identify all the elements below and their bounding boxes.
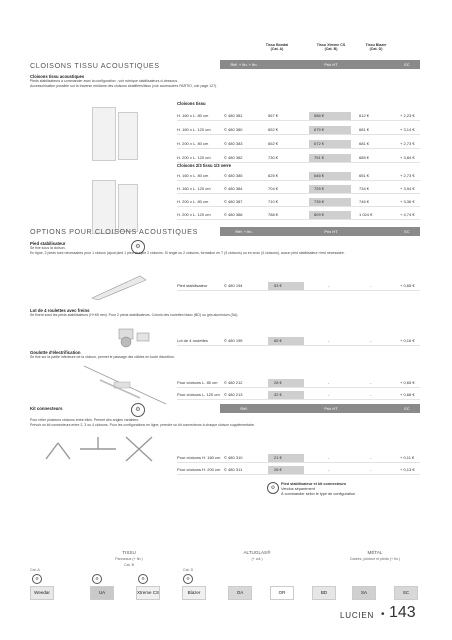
ecotax: + 4,74 € (400, 212, 415, 217)
reference-code: © 480 382 (224, 155, 243, 160)
color-swatch: Weedar (30, 586, 54, 600)
price-row (0, 185, 452, 193)
option-label: Pied stabilisateur (177, 283, 208, 288)
price-row (0, 198, 452, 206)
col-header-bondai-cat: (Cat. A) (270, 47, 284, 52)
roulettes-title: Lot de 4 roulettes avec freins (30, 308, 90, 313)
note-line-2: Vendus séparément (281, 487, 315, 491)
price-empty-2: - (370, 338, 372, 343)
price: 65 € (274, 338, 282, 343)
color-swatch: UA (90, 586, 114, 600)
price-cat-b: 725 € (314, 186, 325, 191)
pied-desc-2: En ligne, 2 pieds sont nécessaires pour 1 cloison (ajout pied 1 pied chaque 2 cloisons. Si angle ou 2 cloisons, formation en T (3 cloisons) ou en croix (4 cloisons), aucun pied stabilisateur n'est nécessaire. (30, 251, 345, 255)
care-icon-3: ⚙ (138, 574, 148, 584)
price-row (0, 172, 452, 180)
kit-title: Kit connecteurs (30, 406, 63, 411)
row-separator (177, 219, 420, 220)
legend-tissu-sub2: Cat. B (124, 563, 134, 567)
goulotte-desc: Se fixe sur la partie inférieure de la cloison, permet le passage des câbles en toute discrétion. (30, 355, 175, 359)
color-swatch: OR (270, 586, 294, 600)
price-cat-d: 612 € (359, 113, 370, 118)
dimension-label: H. 200 x L. 80 cm (177, 141, 209, 146)
price-cat-b: 751 € (314, 155, 325, 160)
row-separator (177, 148, 420, 149)
dimension-label: H. 200 x L. 80 cm (177, 199, 209, 204)
color-swatch: OA (228, 586, 252, 600)
ecotax: + 0,13 € (400, 467, 415, 472)
ref-header-options: Réf. + fin. (235, 229, 253, 234)
color-swatch: SA (352, 586, 376, 600)
price-cat-a: 625 € (268, 173, 279, 178)
price: 32 € (274, 392, 282, 397)
row-separator (177, 387, 420, 388)
price-row (0, 112, 452, 120)
footer-dot: • (381, 609, 385, 620)
price-row (0, 154, 452, 162)
care-icon-1: ⚙ (32, 574, 42, 584)
row-separator (177, 345, 420, 346)
kit-prix-header: Prix HT (324, 406, 338, 411)
price-cat-d: 681 € (359, 127, 370, 132)
note-line-1: Pied stabilisateur et kit connecteurs (281, 482, 346, 486)
legend-cat-a: Cat. A (30, 568, 40, 572)
legend-tissu-title: TISSU (122, 550, 136, 555)
row-separator (177, 462, 420, 463)
roulettes-desc: Se fixent sous les pieds stabilisateurs (H+65 mm). Pour 2 pieds stabilisateurs. Coloris des roulettes blanc (BD) ou gris aluminium (SA). (30, 313, 239, 317)
price-cat-a: 788 € (268, 212, 279, 217)
price-cat-b: 672 € (314, 141, 325, 146)
col-header-blazer-name: Tissu Blazer (365, 43, 387, 47)
reference-code: © 480 385 (224, 173, 243, 178)
reference-code: © 480 311 (224, 467, 243, 472)
price-cat-a: 652 € (268, 141, 279, 146)
prix-header: Prix HT (324, 62, 338, 67)
color-swatch: Blazer (182, 586, 206, 600)
legend-cat-d: Cat. D (183, 568, 194, 572)
col-header-xtreme-name: Tissu Xtreme CS (316, 43, 346, 47)
price-cat-d: 651 € (359, 173, 370, 178)
price: 21 € (274, 455, 282, 460)
ref-header: Réf. + fin. + fin. (230, 62, 258, 67)
price-cat-d: 685 € (359, 155, 370, 160)
price: 26 € (274, 467, 282, 472)
price: 28 € (274, 380, 282, 385)
row-separator (177, 399, 420, 400)
price-cat-b: 646 € (314, 173, 325, 178)
row-separator (177, 474, 420, 475)
price-empty-2: - (370, 455, 372, 460)
option-label: Pour cloisons H. 200 cm (177, 467, 221, 472)
price-empty-2: - (370, 467, 372, 472)
ec-header-options: EC (404, 229, 410, 234)
reference-code: © 480 213 (224, 392, 243, 397)
ecotax: + 2,73 € (400, 141, 415, 146)
price-cat-a: 704 € (268, 186, 279, 191)
col-header-bondai-name: Tissu Bondai (265, 43, 289, 47)
section-bar-options (220, 227, 420, 236)
option-label: Pour cloisons L. 80 cm (177, 380, 218, 385)
ecotax: + 0,65 € (400, 283, 415, 288)
price-row (0, 126, 452, 134)
care-icon-2: ⚙ (92, 574, 102, 584)
page-number: 143 (389, 604, 416, 621)
dimension-label: H. 200 x L. 120 cm (177, 155, 211, 160)
price-empty-1: - (328, 392, 330, 397)
ecotax: + 0,65 € (400, 380, 415, 385)
subtitle-cloisons-tissu: Cloisons tissu acoustiques (30, 74, 85, 79)
goulotte-title: Goulotte d'électrification (30, 350, 81, 355)
price-cat-b: 809 € (314, 212, 325, 217)
price-cat-a: 710 € (268, 199, 279, 204)
price-row (0, 140, 452, 148)
row-separator (177, 180, 420, 181)
price-cat-b: 586 € (314, 113, 325, 118)
footer-brand: LUCIEN (340, 611, 375, 620)
pied-desc-1: Se fixe sous la cloison. (30, 246, 66, 250)
group-label-verre: Cloisons 2/3 tissu 1/3 verre (177, 163, 231, 168)
option-label: Pour cloisons H. 160 cm (177, 455, 221, 460)
row-separator (177, 120, 420, 121)
dimension-label: H. 160 x L. 120 cm (177, 127, 211, 132)
row-separator (177, 290, 420, 291)
row-separator (177, 193, 420, 194)
kit-ec-header: EC (404, 406, 410, 411)
col-header-blazer (356, 43, 396, 51)
col-header-xtreme-cat: (Cat. B) (324, 47, 338, 52)
reference-code: © 480 194 (224, 283, 243, 288)
option-row (0, 282, 452, 290)
ecotax: + 3,14 € (400, 127, 415, 132)
kit-desc-2: Prévoir un kit connecteurs entre 2, 3 ou 4 cloisons. Pour les configurations en ligne, prendre un kit connecteurs à chaque cloison supplémentaire. (30, 423, 255, 427)
option-row (0, 454, 452, 462)
section-title-cloisons: CLOISONS TISSU ACOUSTIQUES (30, 61, 160, 70)
price-cat-a: 652 € (268, 127, 279, 132)
info-icon: ⚙ (267, 482, 279, 494)
note-box (281, 482, 355, 497)
row-separator (177, 206, 420, 207)
section-bar-cloisons (220, 60, 420, 69)
ecotax: + 0,68 € (400, 392, 415, 397)
col-header-bondai (257, 43, 297, 51)
ecotax: + 3,84 € (400, 155, 415, 160)
price-cat-a: 730 € (268, 155, 279, 160)
row-separator (177, 134, 420, 135)
prix-header-options: Prix HT (324, 229, 338, 234)
reference-code: © 480 381 (224, 113, 243, 118)
price: 53 € (274, 283, 282, 288)
ec-header: EC (404, 62, 410, 67)
legend-metal-sub: Cadres, jointure et pieds (+ fin.) (349, 557, 401, 561)
dimension-label: H. 160 x L. 80 cm (177, 113, 209, 118)
price-empty-1: - (328, 338, 330, 343)
price-cat-a: 567 € (268, 113, 279, 118)
kit-ref-header: Réf. (240, 406, 248, 411)
note-line-3: À commander selon le type de configuration (281, 492, 356, 496)
reference-code: © 480 212 (224, 380, 243, 385)
price-row (0, 211, 452, 219)
price-empty-2: - (370, 392, 372, 397)
price-cat-d: 681 € (359, 141, 370, 146)
legend-alu-title: ALTUGLAS® (243, 550, 271, 555)
ecotax: + 3,94 € (400, 186, 415, 191)
price-empty-2: - (370, 380, 372, 385)
legend-alu-sub: (+ col.) (251, 557, 263, 561)
dimension-label: H. 200 x L. 120 cm (177, 212, 211, 217)
reference-code: © 480 310 (224, 455, 243, 460)
color-swatch: SC (394, 586, 418, 600)
option-row (0, 391, 452, 399)
legend-metal-title: MÉTAL (367, 550, 383, 555)
dimension-label: H. 160 x L. 120 cm (177, 186, 211, 191)
price-empty-1: - (328, 380, 330, 385)
desc-cloisons-2: Accessoirisation possible sur la traverse médiane des cloisons stratifiées/tissu (voir accessoires PARTIO, voir page 127). (30, 84, 218, 88)
price-cat-d: 1 024 € (359, 212, 373, 217)
color-swatch: Xtreme CS (136, 586, 160, 600)
section-title-options: OPTIONS POUR CLOISONS ACOUSTIQUES (30, 227, 198, 236)
reference-code: © 480 384 (224, 186, 243, 191)
ecotax: + 3,36 € (400, 199, 415, 204)
group-label-tissu: Cloisons tissu (177, 101, 206, 106)
option-row (0, 379, 452, 387)
tool-icon-2: ⚙ (131, 403, 145, 417)
price-empty-2: - (370, 283, 372, 288)
option-label: Lot de 4 roulettes (177, 338, 208, 343)
price-cat-b: 735 € (314, 199, 325, 204)
ecotax: + 2,73 € (400, 173, 415, 178)
legend-tissu-sub1: Panneaux (+ fin.) (115, 557, 143, 561)
reference-code: © 480 195 (224, 338, 243, 343)
option-row (0, 337, 452, 345)
reference-code: © 480 387 (224, 199, 243, 204)
reference-code: © 480 386 (224, 212, 243, 217)
color-swatch: BD (312, 586, 336, 600)
price-empty-1: - (328, 455, 330, 460)
kit-desc-1: Pour relier plusieurs cloisons entre elles. Permet des angles variables. (30, 418, 139, 422)
price-cat-b: 679 € (314, 127, 325, 132)
col-header-blazer-cat: (Cat. D) (369, 47, 383, 52)
reference-code: © 480 383 (224, 141, 243, 146)
section-bar-kit (220, 404, 420, 413)
reference-code: © 480 380 (224, 127, 243, 132)
price-empty-1: - (328, 283, 330, 288)
dimension-label: H. 160 x L. 80 cm (177, 173, 209, 178)
ecotax: + 0,11 € (400, 455, 415, 460)
tool-icon: ⚙ (131, 240, 145, 254)
price-cat-d: 746 € (359, 199, 370, 204)
desc-cloisons-1: Pieds stabilisateurs à commander avec la configuration ; voir rubrique stabilisateurs ci-dessous. (30, 79, 179, 83)
price-cat-d: 734 € (359, 186, 370, 191)
care-icon-4: ⚙ (183, 574, 193, 584)
pied-title: Pied stabilisateur (30, 241, 66, 246)
option-row (0, 466, 452, 474)
ecotax: + 2,23 € (400, 113, 415, 118)
col-header-xtreme (309, 43, 353, 51)
price-empty-1: - (328, 467, 330, 472)
option-label: Pour cloisons L. 120 cm (177, 392, 220, 397)
ecotax: + 0,16 € (400, 338, 415, 343)
